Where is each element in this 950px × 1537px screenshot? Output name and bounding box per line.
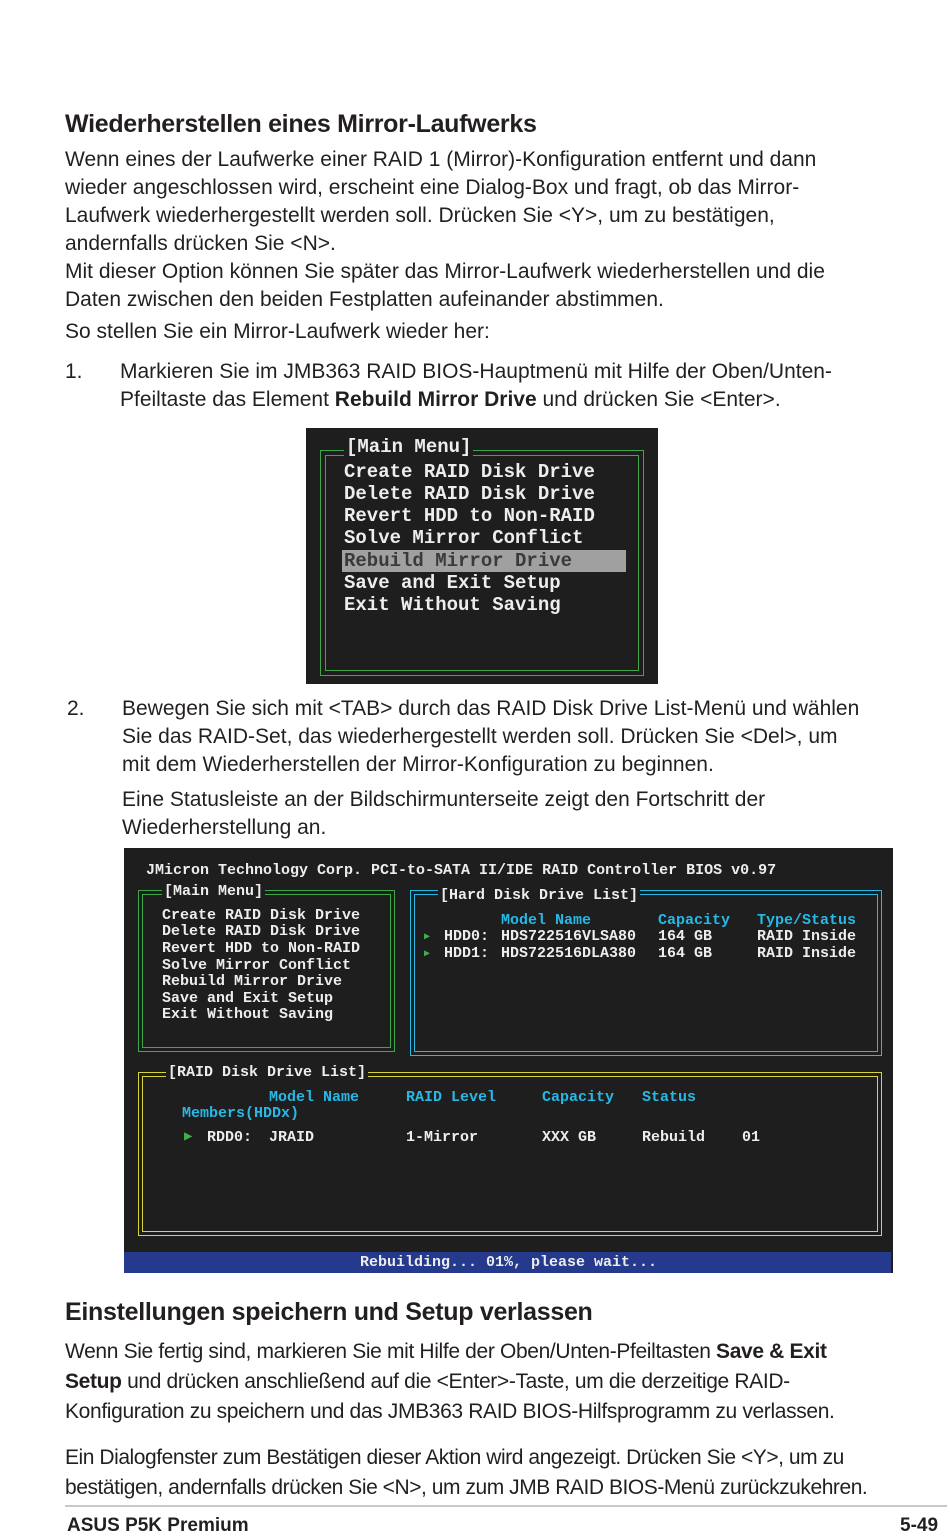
col-model-name: Model Name: [501, 912, 592, 929]
status-bar: [124, 1252, 891, 1273]
steps-intro: So stellen Sie ein Mirror-Laufwerk wieder her:: [65, 320, 490, 343]
hdd-row-id[interactable]: HDD1:: [444, 945, 490, 962]
raid-row-capacity: XXX GB: [542, 1129, 597, 1146]
hdd-row-status: RAID Inside: [757, 945, 857, 962]
menu-item-save-exit[interactable]: Save and Exit Setup: [162, 990, 334, 1007]
text-line: Ein Dialogfenster zum Bestätigen dieser Aktion wird angezeigt. Drücken Sie <Y>, um zu: [65, 1446, 844, 1469]
raid-list-title: [RAID Disk Drive List]: [168, 1064, 367, 1081]
menu-item-name: Rebuild Mirror Drive: [334, 388, 537, 411]
dialog-paragraph: [65, 1443, 890, 1503]
row-arrow-icon: ▶: [184, 1129, 193, 1145]
text-line: Setup und drücken anschließend auf die <Enter>-Taste, um die derzeitige RAID-: [65, 1370, 790, 1393]
col-members: Members(HDDx): [182, 1105, 300, 1122]
bios-header: JMicron Technology Corp. PCI-to-SATA II/IDE RAID Controller BIOS v0.97: [146, 862, 777, 879]
menu-item-create[interactable]: Create RAID Disk Drive: [162, 907, 361, 924]
menu-item-save-exit[interactable]: Save and Exit Setup: [344, 572, 561, 594]
text-line: Konfiguration zu speichern und das JMB363 RAID BIOS-Hilfsprogramm zu verlassen.: [65, 1400, 835, 1423]
col-capacity: Capacity: [658, 912, 731, 929]
text-line: Wenn Sie fertig sind, markieren Sie mit Hilfe der Oben/Unten-Pfeiltasten Save & Exit: [65, 1340, 827, 1363]
text-line: Mit dieser Option können Sie später das Mirror-Laufwerk wiederherstellen und die: [65, 260, 825, 283]
menu-item-revert[interactable]: Revert HDD to Non-RAID: [344, 505, 595, 527]
hdd-row-model: HDS722516VLSA80: [501, 928, 637, 945]
text-line: Bewegen Sie sich mit <TAB> durch das RAID Disk Drive List-Menü und wählen: [122, 697, 860, 720]
menu-item-solve[interactable]: Solve Mirror Conflict: [344, 527, 584, 549]
section-heading-mirror: Wiederherstellen eines Mirror-Laufwerks: [65, 110, 537, 138]
raid-list-frame-inner: [142, 1076, 878, 1232]
text-line: Daten zwischen den beiden Festplatten aufeinander abstimmen.: [65, 288, 664, 311]
menu-item-exit[interactable]: Exit Without Saving: [344, 594, 561, 616]
hdd-row-id[interactable]: HDD0:: [444, 928, 490, 945]
section-heading-save: Einstellungen speichern und Setup verlassen: [65, 1298, 593, 1326]
text-line: Laufwerk wiederhergestellt werden soll. Drücken Sie <Y>, um zu bestätigen,: [65, 204, 775, 227]
text-line: Wiederherstellung an.: [122, 816, 327, 839]
footer-divider: [65, 1505, 947, 1507]
save-paragraph: [65, 1337, 890, 1427]
text-line: Markieren Sie im JMB363 RAID BIOS-Hauptmenü mit Hilfe der Oben/Unten-: [120, 360, 832, 383]
col-raid-level: RAID Level: [406, 1089, 497, 1106]
menu-item-revert[interactable]: Revert HDD to Non-RAID: [162, 940, 361, 957]
row-arrow-icon: ▶: [424, 949, 431, 960]
hdd-list-title: [Hard Disk Drive List]: [440, 887, 639, 904]
raid-bios-screenshot: [124, 848, 893, 1273]
col-type-status: Type/Status: [757, 912, 857, 929]
main-menu-title: [Main Menu]: [346, 436, 472, 458]
step-number: 1.: [65, 360, 83, 383]
menu-item-rebuild[interactable]: Rebuild Mirror Drive: [162, 973, 343, 990]
menu-item-create[interactable]: Create RAID Disk Drive: [344, 461, 595, 483]
col-status: Status: [642, 1089, 697, 1106]
footer-page-number: 5-49: [900, 1515, 939, 1536]
col-model-name: Model Name: [269, 1089, 360, 1106]
hdd-row-model: HDS722516DLA380: [501, 945, 637, 962]
step-1-text: [120, 358, 887, 414]
raid-row-level: 1-Mirror: [406, 1129, 479, 1146]
col-capacity: Capacity: [542, 1089, 615, 1106]
menu-item-exit[interactable]: Exit Without Saving: [162, 1006, 334, 1023]
menu-item-delete[interactable]: Delete RAID Disk Drive: [344, 483, 595, 505]
raid-row-id[interactable]: RDD0:: [207, 1129, 253, 1146]
step-2-text: [122, 695, 887, 779]
text-line: Wenn eines der Laufwerke einer RAID 1 (Mirror)-Konfiguration entfernt und dann: [65, 148, 817, 171]
text-line: bestätigen, andernfalls drücken Sie <N>, um zum JMB RAID BIOS-Menü zurückzukehren.: [65, 1476, 868, 1499]
step-2-note: [122, 786, 887, 842]
text-line: mit dem Wiederherstellen der Mirror-Konfiguration zu beginnen.: [122, 753, 714, 776]
text-line: andernfalls drücken Sie <N>.: [65, 232, 336, 255]
text-line: wieder angeschlossen wird, erscheint eine Dialog-Box und fragt, ob das Mirror-: [65, 176, 800, 199]
step-number: 2.: [67, 697, 85, 720]
menu-item-solve[interactable]: Solve Mirror Conflict: [162, 957, 352, 974]
intro-paragraph: [65, 146, 887, 314]
main-menu-screenshot: [306, 428, 658, 684]
raid-row-members: 01: [742, 1129, 761, 1146]
hdd-row-capacity: 164 GB: [658, 928, 713, 945]
text-line: Sie das RAID-Set, das wiederhergestellt werden soll. Drücken Sie <Del>, um: [122, 725, 838, 748]
menu-item-delete[interactable]: Delete RAID Disk Drive: [162, 923, 361, 940]
menu-item-name: Save & Exit: [716, 1340, 827, 1363]
hdd-row-capacity: 164 GB: [658, 945, 713, 962]
text-line: Eine Statusleiste an der Bildschirmunterseite zeigt den Fortschritt der: [122, 788, 766, 811]
menu-item-rebuild-selected[interactable]: Rebuild Mirror Drive: [342, 550, 626, 572]
text-line: Pfeiltaste das Element Rebuild Mirror Drive und drücken Sie <Enter>.: [120, 388, 781, 411]
footer-product: ASUS P5K Premium: [67, 1515, 249, 1536]
hdd-row-status: RAID Inside: [757, 928, 857, 945]
menu-item-name: Setup: [65, 1370, 122, 1393]
raid-row-model: JRAID: [269, 1129, 315, 1146]
row-arrow-icon: ▶: [424, 932, 431, 943]
status-text: Rebuilding... 01%, please wait...: [360, 1254, 658, 1271]
raid-row-status: Rebuild: [642, 1129, 706, 1146]
main-menu-title: [Main Menu]: [164, 883, 264, 900]
